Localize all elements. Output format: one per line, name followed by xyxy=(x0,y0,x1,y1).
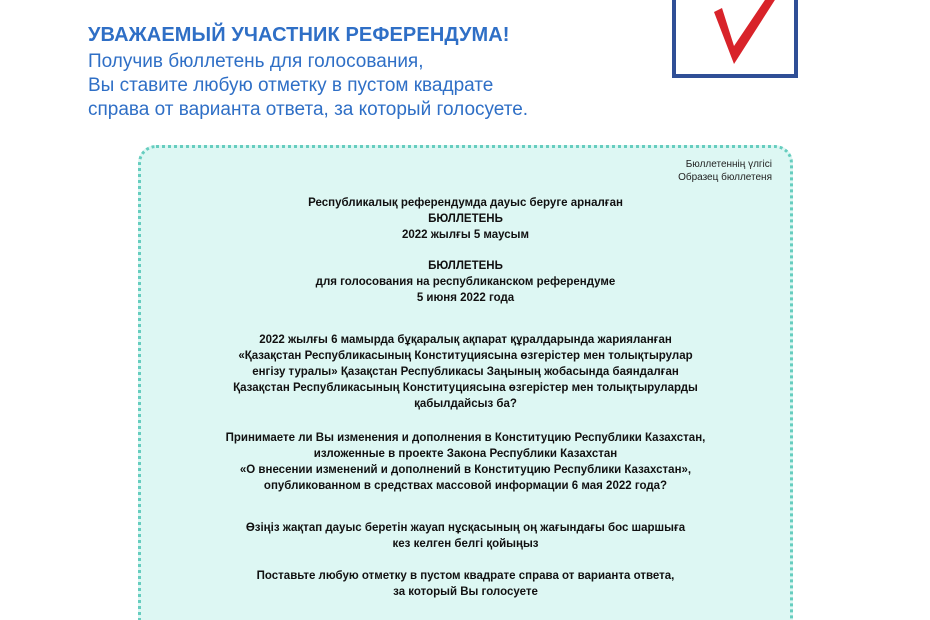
instruction-line: за который Вы голосуете xyxy=(393,586,538,598)
checked-box-graphic xyxy=(672,0,798,78)
question-line: «О внесении изменений и дополнений в Конституцию Республики Казахстан», xyxy=(239,464,692,476)
sample-label-ru: Образец бюллетеня xyxy=(678,172,772,183)
ballot-instruction-kz xyxy=(141,520,790,552)
ballot-heading-line: 2022 жылғы 5 маусым xyxy=(401,229,530,241)
ballot-heading-kz xyxy=(141,195,790,243)
question-line: 2022 жылғы 6 мамырда бұқаралық ақпарат құралдарында жарияланған xyxy=(259,334,672,346)
sample-label xyxy=(678,158,772,184)
question-line: опубликованном в средствах массовой информации 6 мая 2022 года? xyxy=(263,480,668,492)
sample-label-kz: Бюллетеннің үлгісі xyxy=(685,159,772,170)
red-checkmark-icon xyxy=(676,0,794,74)
ballot-heading-line: БЮЛЛЕТЕНЬ xyxy=(428,213,503,225)
instruction-line: справа от варианта ответа, за который голосуете. xyxy=(88,99,529,120)
question-line: енгізу туралы» Қазақстан Республикасы Заңының жобасында баяндалған xyxy=(252,366,679,378)
ballot-sample xyxy=(138,145,793,620)
ballot-instruction-ru xyxy=(141,568,790,600)
question-line: қабылдайсыз ба? xyxy=(414,398,517,410)
question-line: Қазақстан Республикасының Конституциясына өзгерістер мен толықтыруларды xyxy=(233,382,698,394)
instruction-line: Вы ставите любую отметку в пустом квадрате xyxy=(88,75,494,96)
ballot-heading-line: для голосования на республиканском референдуме xyxy=(315,276,616,288)
ballot-heading-line: 5 июня 2022 года xyxy=(416,292,515,304)
instruction-line: кез келген белгі қойыңыз xyxy=(392,538,539,550)
ballot-heading-line: БЮЛЛЕТЕНЬ xyxy=(428,260,503,272)
ballot-question-kz xyxy=(141,332,790,412)
ballot-heading-line: Республикалық референдумда дауыс беруге арналған xyxy=(308,197,623,209)
ballot-question-ru xyxy=(141,430,790,494)
instruction-line: Өзіңіз жақтап дауыс беретін жауап нұсқасының оң жағындағы бос шаршыға xyxy=(245,522,686,534)
question-line: «Қазақстан Республикасының Конституциясына өзгерістер мен толықтырулар xyxy=(238,350,693,362)
ballot-heading-ru xyxy=(141,258,790,306)
instruction-line: Получив бюллетень для голосования, xyxy=(88,51,424,72)
question-line: изложенные в проекте Закона Республики Казахстан xyxy=(313,448,618,460)
notice-title: УВАЖАЕМЫЙ УЧАСТНИК РЕФЕРЕНДУМА! xyxy=(88,24,510,46)
voting-instructions xyxy=(88,50,528,122)
question-line: Принимаете ли Вы изменения и дополнения в Конституцию Республики Казахстан, xyxy=(225,432,706,444)
instruction-line: Поставьте любую отметку в пустом квадрате справа от варианта ответа, xyxy=(256,570,675,582)
